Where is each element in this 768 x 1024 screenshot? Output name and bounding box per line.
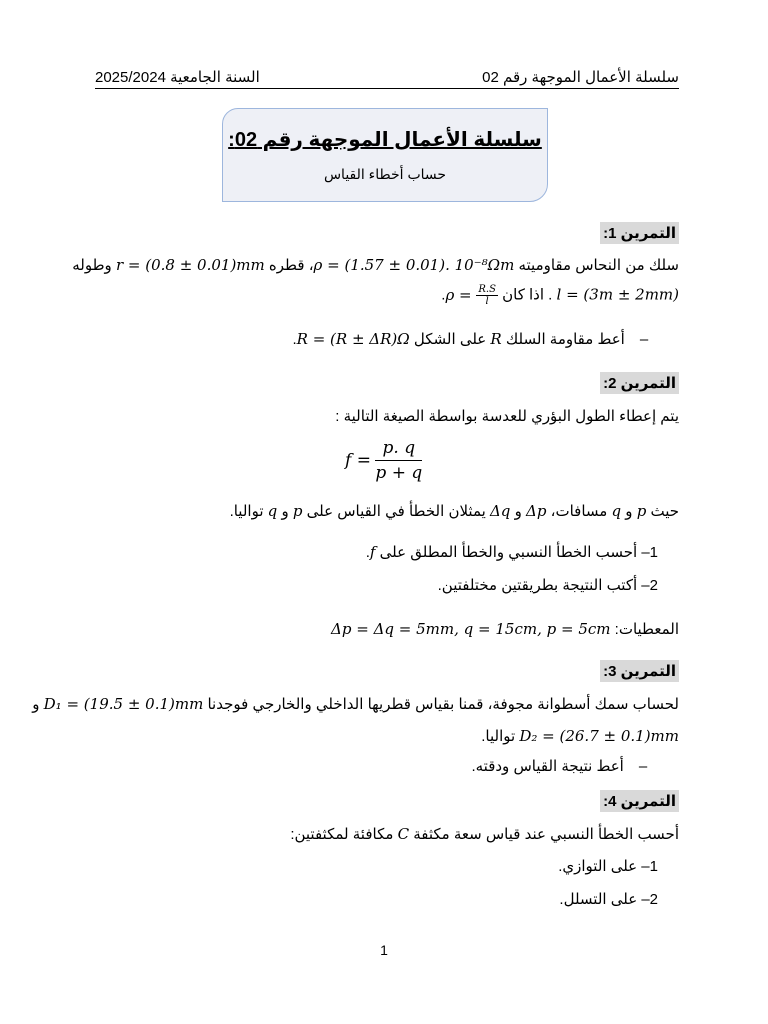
exercise-3-heading: التمرين 3: — [600, 660, 679, 682]
ex1-radius-math: r = (0.8 ± 0.01)mm — [115, 256, 265, 274]
ex1-length-math: l = (3m ± 2mm) — [556, 285, 679, 304]
ex3-line-2-text: تواليا. — [481, 728, 516, 745]
exercise-4-question-1: 1– على التوازي. — [558, 858, 658, 875]
exercise-4-heading: التمرين 4: — [600, 790, 679, 812]
exercise-2-data — [331, 620, 679, 638]
exercise-4-question-2: 2– على التسلل. — [559, 891, 658, 908]
document-subtitle: حساب أخطاء القياس — [323, 166, 447, 182]
ex1-q1-dash: – — [639, 331, 649, 348]
exercise-1-line-2: l = (3m ± 2mm) . اذا كان ρ = $\frac{R.S}{l}$ . — [441, 284, 679, 307]
ex1-q1-text-1: أعط مقاومة السلك — [505, 331, 625, 348]
ex2-formula-fraction — [375, 438, 422, 483]
exercise-2-formula — [345, 438, 422, 483]
exercise-4-intro — [290, 825, 679, 843]
ex1-rho-formula — [445, 284, 498, 307]
ex4-intro-1: أحسب الخطأ النسبي عند قياس سعة مكثفة — [413, 826, 679, 843]
exercise-2-question-1: 1– أحسب الخطأ النسبي والخطأ المطلق على f. — [365, 543, 658, 561]
ex1-q1-var: R — [490, 330, 502, 348]
ex2-desc-dq: Δq — [489, 502, 511, 520]
ex3-line-1-and: و — [32, 696, 40, 713]
ex1-rho-lhs: ρ = — [445, 285, 472, 304]
ex1-text-2: ، قطره — [268, 257, 314, 274]
exercise-2-description — [230, 502, 679, 520]
page-header — [95, 66, 679, 89]
page-number: 1 — [380, 942, 388, 958]
exercise-1-question-1: – أعط مقاومة السلك R على الشكل R = (R ± ΔR)Ω. — [292, 330, 659, 348]
ex4-intro-var: C — [397, 825, 410, 843]
header-academic-year: السنة الجامعية 2025/2024 — [95, 69, 260, 86]
ex2-desc-2: مسافات، — [550, 503, 608, 520]
exercise-2-intro: يتم إعطاء الطول البؤري للعدسة بواسطة الصيغة التالية : — [335, 408, 679, 425]
ex1-q1-text-2: على الشكل — [413, 331, 487, 348]
ex2-formula-numerator: p. q — [375, 438, 422, 461]
ex2-desc-q: q — [611, 502, 622, 520]
ex4-intro-2: مكافئة لمكثفتين: — [290, 826, 394, 843]
exercise-2-heading: التمرين 2: — [600, 372, 679, 394]
ex2-desc-4: تواليا. — [229, 503, 264, 520]
ex2-desc-3: يمثلان الخطأ في القياس على — [306, 503, 486, 520]
ex2-q1-text: 1– أحسب الخطأ النسبي والخطأ المطلق على — [379, 544, 658, 561]
ex2-formula-lhs: f = — [345, 450, 371, 471]
ex2-desc-dp: Δp — [526, 502, 547, 520]
ex3-d2-math: D₂ = (26.7 ± 0.1)mm — [519, 727, 679, 745]
exercise-1-heading: التمرين 1: — [600, 222, 679, 244]
ex3-q-text: أعط نتيجة القياس ودقته. — [471, 758, 624, 775]
ex3-line-1-text: لحساب سمك أسطوانة مجوفة، قمنا بقياس قطريها الداخلي والخارجي فوجدنا — [207, 696, 679, 713]
exercise-3-line-2 — [481, 727, 679, 745]
ex2-q1-var: f — [369, 543, 376, 561]
ex2-desc-q-2: q — [267, 502, 278, 520]
title-box — [222, 108, 548, 202]
ex3-q-dash: – — [638, 758, 648, 775]
ex2-desc-and: و — [625, 503, 633, 520]
ex1-text-3: وطوله — [72, 257, 112, 274]
ex3-d1-math: D₁ = (19.5 ± 0.1)mm — [43, 695, 204, 713]
ex2-data-label: المعطيات: — [614, 621, 679, 638]
ex1-frac-denominator: l — [485, 296, 489, 307]
ex1-q1-math: R = (R ± ΔR)Ω — [296, 330, 410, 348]
ex1-frac-numerator: R.S — [478, 284, 496, 295]
document-title: سلسلة الأعمال الموجهة رقم 02: — [228, 129, 542, 151]
ex2-formula-denominator: p + q — [375, 463, 423, 483]
ex2-desc-and-3: و — [281, 503, 289, 520]
exercise-3-line-1 — [32, 695, 679, 713]
ex2-desc-p: p — [636, 502, 647, 520]
ex2-data-math: Δp = Δq = 5mm, q = 15cm, p = 5cm — [331, 620, 611, 638]
ex2-desc-and-2: و — [514, 503, 522, 520]
exercise-1-line-1 — [72, 256, 679, 274]
exercise-3-question — [471, 757, 658, 775]
ex1-text-1: سلك من النحاس مقاوميته — [518, 257, 679, 274]
header-series-title: سلسلة الأعمال الموجهة رقم 02 — [482, 69, 679, 86]
ex2-desc-p-2: p — [292, 502, 303, 520]
ex2-desc-1: حيث — [650, 503, 679, 520]
ex1-resistivity-math: ρ = (1.57 ± 0.01). 10⁻⁸Ωm — [313, 256, 515, 274]
exercise-2-question-2: 2– أكتب النتيجة بطريقتين مختلفتين. — [437, 577, 658, 594]
ex1-rho-fraction — [476, 284, 498, 307]
ex1-text-if: . اذا كان — [502, 286, 553, 304]
